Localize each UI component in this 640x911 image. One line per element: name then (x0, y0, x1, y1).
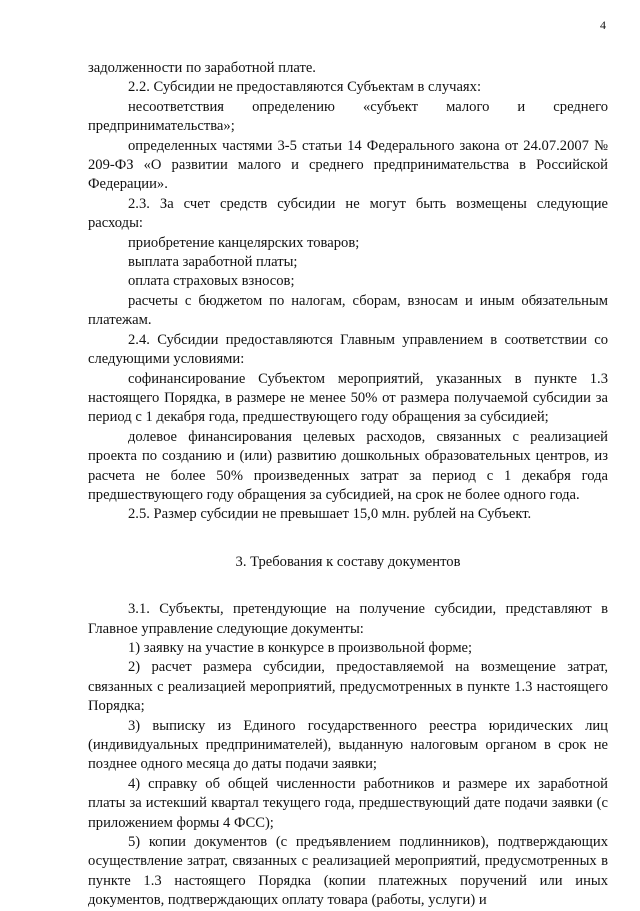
paragraph: 2.3. За счет средств субсидии не могут быть возмещены следующие расходы: (88, 195, 608, 232)
paragraph: расчеты с бюджетом по налогам, сборам, взносам и иным обязательным платежам. (88, 292, 608, 329)
paragraph: 3) выписку из Единого государственного реестра юридических лиц (индивидуальных предпринимателей), выданную налоговым органом в срок не позднее одного месяца до даты подачи заявки; (88, 717, 608, 773)
paragraph: 2.5. Размер субсидии не превышает 15,0 млн. рублей на Субъект. (128, 506, 532, 523)
paragraph: 3.1. Субъекты, претендующие на получение субсидии, представляют в Главное управление следующие документы: (88, 601, 608, 637)
paragraph: долевое финансирования целевых расходов, связанных с реализацией проекта по созданию и (или) развитию дошкольных образовательных центров, из расчета не более 50% произведенных затрат за период с 1 декабря года предшествующего году обращения за субсидией, на срок не более одного года. (88, 428, 608, 503)
section-title: 3. Требования к составу документов (235, 553, 461, 570)
paragraph: софинансирование Субъектом мероприятий, указанных в пункте 1.3 настоящего Порядка, в размере не менее 50% от размера получаемой субсидии за период с 1 декабря года, предшествующего году обращения за субсидией; (88, 370, 608, 426)
paragraph: задолженности по заработной плате. (88, 60, 316, 76)
paragraph: 1) заявку на участие в конкурсе в произвольной форме; (128, 639, 473, 656)
paragraph: определенных частями 3-5 статьи 14 Федерального закона от 24.07.2007 № 209-ФЗ «О развитии малого и среднего предпринимательства в Российской Федерации». (88, 137, 608, 193)
paragraph: 2) расчет размера субсидии, предоставляемой на возмещение затрат, связанных с реализацией мероприятий, предусмотренных в пункте 1.3 настоящего Порядка; (88, 659, 608, 715)
paragraph: приобретение канцелярских товаров; (128, 234, 360, 251)
document-body (88, 59, 608, 911)
paragraph: 5) копии документов (с предъявлением подлинников), подтверждающих осуществление затрат, связанных с реализацией мероприятий, предусмотренных в пункте 1.3 настоящего Порядка (копии платежных поручений или иных документов, подтверждающих оплату товара (работы, услуги) и (88, 834, 608, 909)
page-number: 4 (600, 18, 606, 32)
paragraph: 4) справку об общей численности работников и размере их заработной платы за истекший квартал текущего года, предшествующий дате подачи заявки (с приложением формы 4 ФСС); (88, 775, 608, 831)
paragraph: выплата заработной платы; (128, 254, 298, 271)
paragraph: несоответствия определению «субъект малого и среднего предпринимательства»; (88, 98, 608, 135)
paragraph: 2.4. Субсидии предоставляются Главным управлением в соответствии со следующими условиями: (88, 331, 608, 368)
paragraph: 2.2. Субсидии не предоставляются Субъектам в случаях: (128, 79, 481, 96)
paragraph: оплата страховых взносов; (128, 273, 295, 290)
